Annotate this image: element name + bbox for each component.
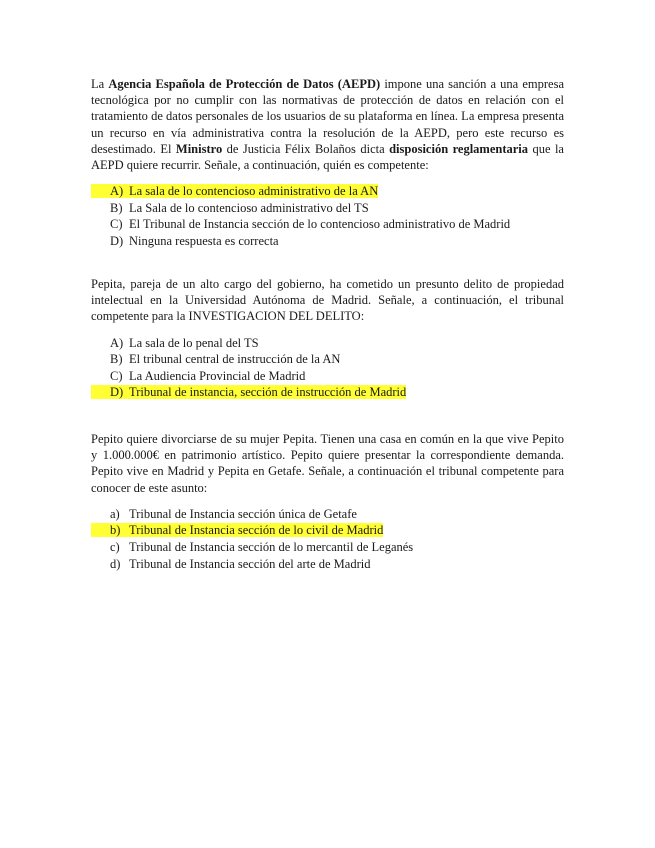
- question-text: [91, 276, 564, 325]
- text-segment: impone una sanción a una empresa tecnológica por no cumplir con las normativas de protección de datos en relación con el tratamiento de datos personales de los usuarios de su plataforma en línea. La empresa presenta un recurso en vía administrativa contra la resolución de la AEPD, pero este recurso es desestimado. El: [91, 77, 564, 156]
- question-2: [91, 276, 564, 401]
- question-1: [91, 76, 564, 250]
- answer-option-d: [91, 384, 564, 401]
- option-letter: C): [110, 217, 123, 232]
- option-text: El tribunal central de instrucción de la AN: [129, 352, 341, 367]
- option-text: La Sala de lo contencioso administrativo del TS: [129, 200, 369, 215]
- option-letter: c): [110, 540, 120, 554]
- option-text: La Audiencia Provincial de Madrid: [129, 368, 306, 383]
- question-text: [91, 76, 564, 173]
- option-text: Tribunal de Instancia sección del arte de Madrid: [129, 556, 371, 571]
- answer-option-d: [91, 233, 564, 250]
- question-3: [91, 431, 564, 572]
- answer-option-a: [91, 335, 564, 352]
- option-letter: d): [110, 556, 121, 571]
- option-letter: b): [110, 523, 121, 538]
- text-segment: La: [91, 77, 109, 91]
- option-text: Tribunal de Instancia sección de lo mercantil de Leganés: [129, 540, 414, 554]
- answer-options: [91, 506, 564, 572]
- option-text: Tribunal de Instancia sección de lo civil de Madrid: [129, 523, 384, 538]
- option-text: La sala de lo penal del TS: [129, 335, 259, 350]
- answer-option-c: [91, 539, 564, 556]
- option-letter: B): [110, 200, 123, 215]
- text-segment: de Justicia Félix Bolaños dicta: [222, 141, 390, 156]
- option-letter: D): [110, 234, 124, 248]
- text-segment-bold: disposición reglamentaria: [389, 141, 529, 156]
- text-segment: Pepito quiere divorciarse de su mujer Pepita. Tienen una casa en común en la que vive Pepito y 1.000.000€ en patrimonio artístico. Pepito quiere presentar la correspondiente demanda. Pepito vive en Madrid y Pepita en Getafe. Señale, a continuación el tribunal competente para conocer de este asunto:: [91, 432, 564, 495]
- option-text: El Tribunal de Instancia sección de lo contencioso administrativo de Madrid: [129, 217, 511, 232]
- answer-option-d: [91, 556, 564, 573]
- option-letter: A): [110, 184, 124, 199]
- answer-option-a: [91, 183, 564, 200]
- option-text: La sala de lo contencioso administrativo de la AN: [129, 184, 379, 199]
- text-segment: que la AEPD quiere recurrir. Señale, a continuación, quién es competente:: [91, 141, 564, 173]
- answer-option-c: [91, 368, 564, 385]
- answer-options: [91, 183, 564, 249]
- answer-option-b: [91, 200, 564, 217]
- text-segment-bold: Ministro: [175, 141, 223, 156]
- answer-option-c: [91, 216, 564, 233]
- option-letter: D): [110, 385, 124, 400]
- option-letter: A): [110, 335, 124, 350]
- option-text: Ninguna respuesta es correcta: [129, 234, 279, 248]
- answer-option-b: [91, 522, 564, 539]
- question-text: [91, 431, 564, 496]
- option-text: Tribunal de Instancia sección única de Getafe: [129, 506, 357, 521]
- answer-options: [91, 335, 564, 401]
- text-segment-bold: Agencia Española de Protección de Datos (AEPD): [108, 77, 381, 91]
- answer-option-b: [91, 351, 564, 368]
- option-text: Tribunal de instancia, sección de instrucción de Madrid: [129, 385, 407, 400]
- option-letter: B): [110, 352, 123, 367]
- text-segment: Pepita, pareja de un alto cargo del gobierno, ha cometido un presunto delito de propiedad intelectual en la Universidad Autónoma de Madrid. Señale, a continuación, el tribunal competente para la INVESTIGACION DEL DELITO:: [91, 277, 564, 324]
- option-letter: C): [110, 368, 123, 383]
- option-letter: a): [110, 506, 120, 521]
- answer-option-a: [91, 506, 564, 523]
